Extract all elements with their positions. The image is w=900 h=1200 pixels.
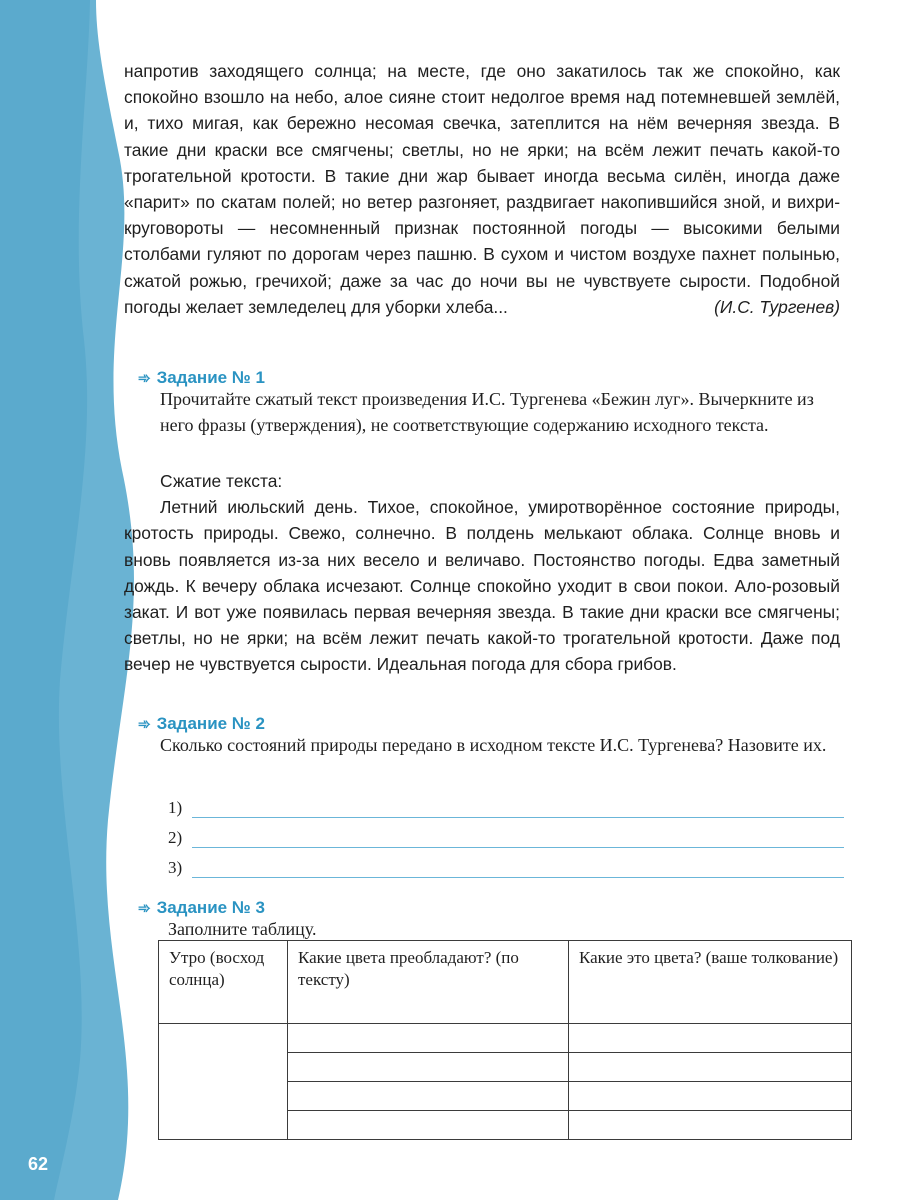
page-number: 62 <box>28 1154 49 1174</box>
source-passage <box>124 58 840 320</box>
task2-title: Задание № 2 <box>156 714 265 733</box>
passage-author: (И.С. Тургенев) <box>714 296 840 317</box>
table-cell[interactable] <box>288 1024 569 1053</box>
double-arrow-icon: ➾ <box>138 900 151 917</box>
task1-label: Сжатие текста: <box>160 471 283 491</box>
task1-compressed-text <box>124 468 840 678</box>
table-cell[interactable] <box>569 1111 852 1140</box>
table-header-cell: Какие цвета преобладают? (по тексту) <box>288 941 569 1024</box>
table-cell[interactable] <box>159 1024 288 1140</box>
answer-line[interactable] <box>168 826 844 848</box>
answer-line[interactable] <box>168 856 844 878</box>
task1-title: Задание № 1 <box>156 368 265 387</box>
task2-instruction-block <box>160 732 840 758</box>
answer-line[interactable] <box>168 796 844 818</box>
table-cell[interactable] <box>569 1024 852 1053</box>
double-arrow-icon: ➾ <box>138 716 151 733</box>
task3-instruction: Заполните таблицу. <box>168 919 317 939</box>
table-cell[interactable] <box>569 1053 852 1082</box>
task2-instruction: Сколько состояний природы передано в исходном тексте И.С. Тургенева? Назовите их. <box>160 735 827 755</box>
answer-number: 3) <box>168 858 183 877</box>
task1-heading <box>138 368 265 388</box>
task1-instruction-block <box>160 386 840 438</box>
passage-text: напротив заходящего солнца; на месте, где оно закатилось так же спокойно, как спокойно взошло на небо, алое сияне стоит недолгое время над потемневшей землёй, и, тихо мигая, как бережно несомая свечка, затеплится на нём вечерняя звезда. В такие дни краски все смягчены; светлы, но не ярки; на всём лежит печать какой-то трогательной кротости. В такие дни жар бывает иногда весьма силён, иногда даже «парит» по скатам полей; но ветер разгоняет, раздвигает накопившийся зной, и вихри-круговороты — несомненный признак постоянной погоды — высокими белыми столбами гуляют по дорогам через пашню. В сухом и чистом воздухе пахнет полынью, сжатой рожью, гречихой; даже за час до ночи вы не чувствуете сырости. Подобной погоды желает земледелец для уборки хлеба... <box>124 61 840 317</box>
double-arrow-icon: ➾ <box>138 370 151 387</box>
task1-text: Летний июльский день. Тихое, спокойное, умиротворённое состояние природы, кротость природы. Свежо, солнечно. В полдень мелькают облака. Солнце вновь и вновь появляется из-за них весело и величаво. Постоянство погоды. Едва заметный дождь. К вечеру облака исчезают. Солнце спокойно уходит в свои покои. Ало-розовый закат. И вот уже появилась первая вечерняя звезда. В такие дни краски все смягчены; светлы, но не ярки; на всём лежит печать какой-то трогательной кротости. Даже под вечер не чувствуется сырости. Идеальная погода для сбора грибов. <box>124 497 840 675</box>
table-header-cell: Утро (восход солнца) <box>159 941 288 1024</box>
task3-instruction-block <box>168 916 848 942</box>
table-cell[interactable] <box>569 1082 852 1111</box>
answer-number: 1) <box>168 798 183 817</box>
table-header-row <box>159 941 852 1024</box>
table-cell[interactable] <box>288 1053 569 1082</box>
answer-number: 2) <box>168 828 183 847</box>
table-cell[interactable] <box>288 1111 569 1140</box>
task1-instruction: Прочитайте сжатый текст произведения И.С. Тургенева «Бежин луг». Вычеркните из него фразы (утверждения), не соответствующие содержанию исходного текста. <box>160 389 814 435</box>
table-header-cell: Какие это цвета? (ваше толкование) <box>569 941 852 1024</box>
table-cell[interactable] <box>288 1082 569 1111</box>
colors-table <box>158 940 852 1140</box>
task2-heading <box>138 714 265 734</box>
task3-heading <box>138 898 265 918</box>
task3-title: Задание № 3 <box>156 898 265 917</box>
table-row <box>159 1024 852 1053</box>
